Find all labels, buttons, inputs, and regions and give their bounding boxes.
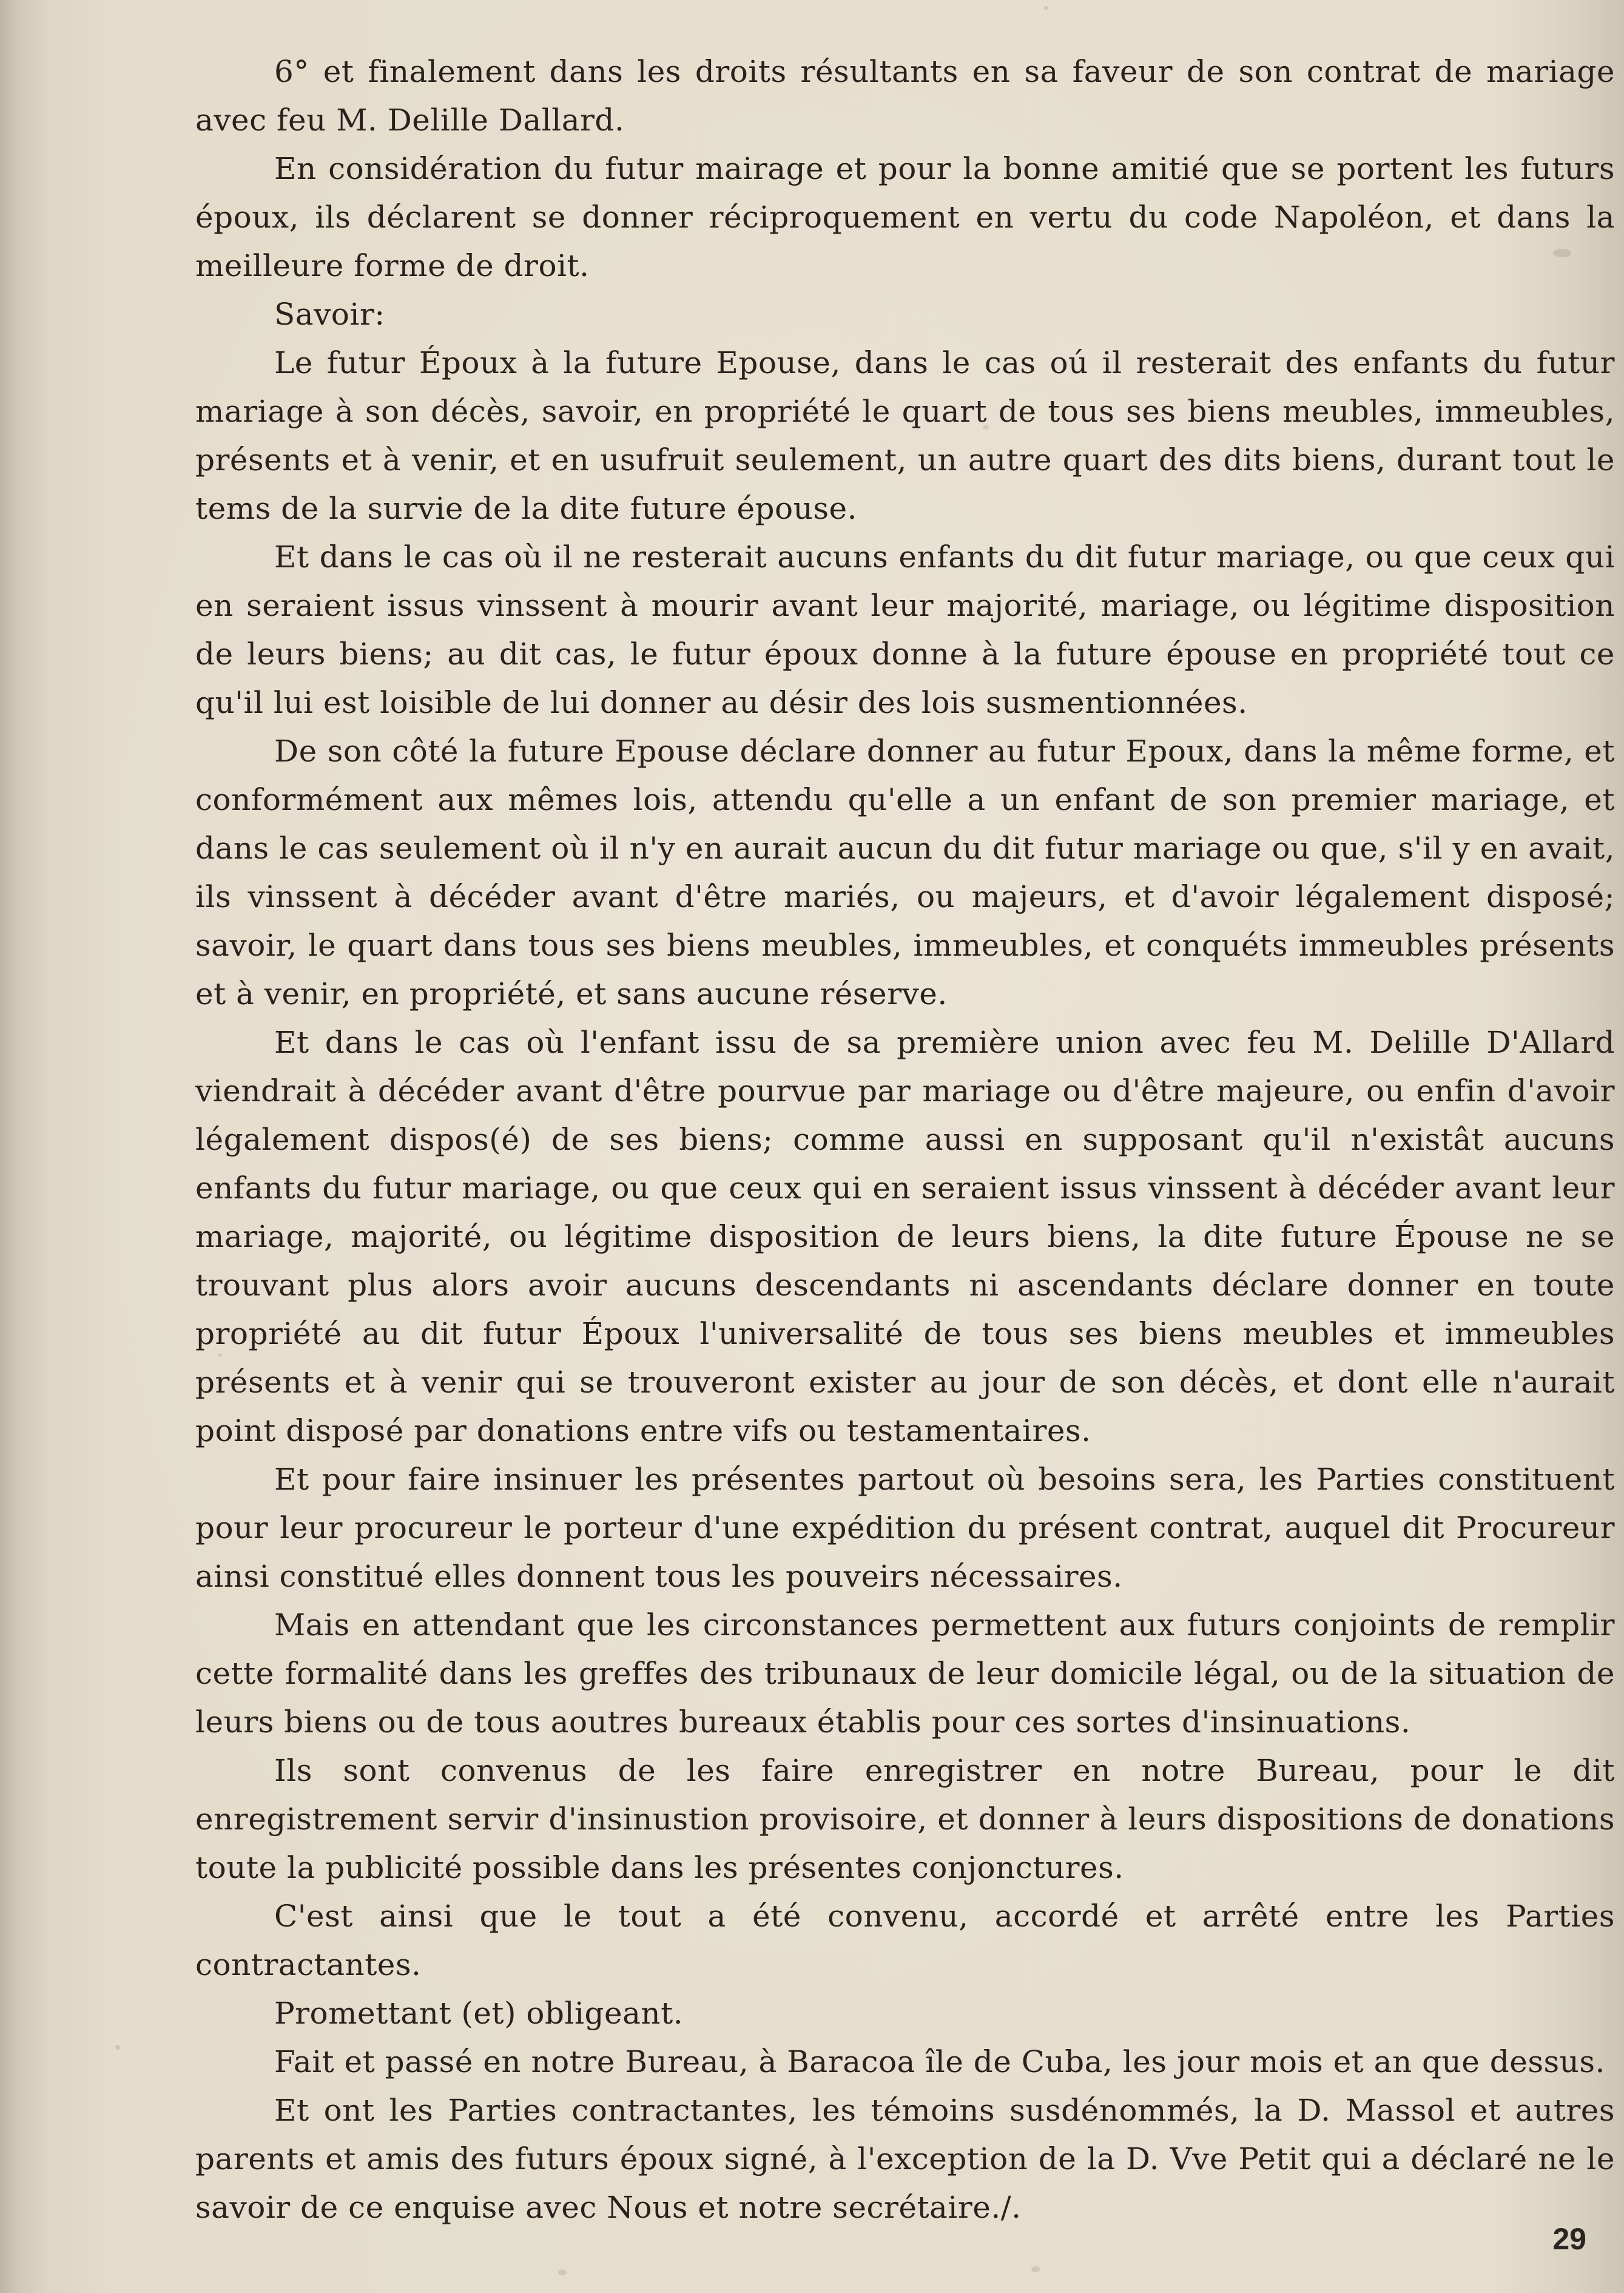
paragraph: En considération du futur mairage et pour la bonne amitié que se portent les futurs époux, ils déclarent se donner réciproquement en vertu du code Napoléon, et dans la meilleure forme de droit.: [195, 151, 1615, 283]
paragraph: Et dans le cas où l'enfant issu de sa première union avec feu M. Delille D'Allard viendrait à décéder avant d'être pourvue par mariage ou d'être majeure, ou enfin d'avoir légalement dispos(é) de ses biens; comme aussi en supposant qu'il n'existât aucuns enfants du futur mariage, ou que ceux qui en seraient issus vinssent à décéder avant leur mariage, majorité, ou légitime disposition de leurs biens, la dite future Épouse ne se trouvant plus alors avoir aucuns descendants ni ascendants déclare donner en toute propriété au dit futur Époux l'universalité de tous ses biens meubles et immeubles présents et à venir qui se trouveront exister au jour de son décès, et dont elle n'aurait point disposé par donations entre vifs ou testamentaires.: [195, 1025, 1615, 1448]
paper-speckle: [558, 2269, 567, 2275]
paragraph: Et dans le cas où il ne resterait aucuns enfants du dit futur mariage, ou que ceux qui en seraient issus vinssent à mourir avant leur majorité, mariage, ou légitime disposition de leurs biens; au dit cas, le futur époux donne à la future épouse en propriété tout ce qu'il lui est loisible de lui donner au désir des lois susmentionnées.: [195, 539, 1615, 720]
paragraph: Et pour faire insinuer les présentes partout où besoins sera, les Parties constituent pour leur procureur le porteur d'une expédition du présent contrat, auquel dit Procureur ainsi constitué elles donnent tous les pouveirs nécessaires.: [195, 1462, 1615, 1594]
paragraph: De son côté la future Epouse déclare donner au futur Epoux, dans la même forme, et conformément aux mêmes lois, attendu qu'elle a un enfant de son premier mariage, et dans le cas seulement où il n'y en aurait aucun du dit futur mariage ou que, s'il y en avait, ils vinssent à décéder avant d'être mariés, ou majeurs, et d'avoir légalement disposé; savoir, le quart dans tous ses biens meubles, immeubles, et conquéts immeubles présents et à venir, en propriété, et sans aucune réserve.: [195, 734, 1615, 1011]
paragraph: Le futur Époux à la future Epouse, dans le cas oú il resterait des enfants du futur mariage à son décès, savoir, en propriété le quart de tous ses biens meubles, immeubles, présents et à venir, et en usufruit seulement, un autre quart des dits biens, durant tout le tems de la survie de la dite future épouse.: [195, 345, 1615, 526]
transcription-text: [195, 47, 1615, 2232]
paragraph: C'est ainsi que le tout a été convenu, accordé et arrêté entre les Parties contractantes.: [195, 1899, 1615, 1982]
paper-speckle: [115, 2045, 120, 2050]
paragraph: 6° et finalement dans les droits résultants en sa faveur de son contrat de mariage avec feu M. Delille Dallard.: [195, 54, 1615, 138]
paragraph: Promettant (et) obligeant.: [274, 1996, 684, 2031]
page-number: 29: [1552, 2222, 1586, 2256]
paragraph: Et ont les Parties contractantes, les témoins susdénommés, la D. Massol et autres parents et amis des futurs époux signé, à l'exception de la D. Vve Petit qui a déclaré ne le savoir de ce enquise avec Nous et notre secrétaire./.: [195, 2093, 1615, 2225]
paper-speckle: [1031, 2266, 1040, 2272]
paragraph: Ils sont convenus de les faire enregistrer en notre Bureau, pour le dit enregistrement servir d'insinustion provisoire, et donner à leurs dispositions de donations toute la publicité possible dans les présentes conjonctures.: [195, 1753, 1615, 1885]
paragraph: Savoir:: [274, 297, 385, 332]
paper-speckle: [1043, 6, 1048, 10]
paragraph: Mais en attendant que les circonstances permettent aux futurs conjoints de remplir cette formalité dans les greffes des tribunaux de leur domicile légal, ou de la situation de leurs biens ou de tous aoutres bureaux établis pour ces sortes d'insinuations.: [195, 1607, 1615, 1740]
paragraph: Fait et passé en notre Bureau, à Baracoa île de Cuba, les jour mois et an que dessus.: [274, 2044, 1605, 2079]
